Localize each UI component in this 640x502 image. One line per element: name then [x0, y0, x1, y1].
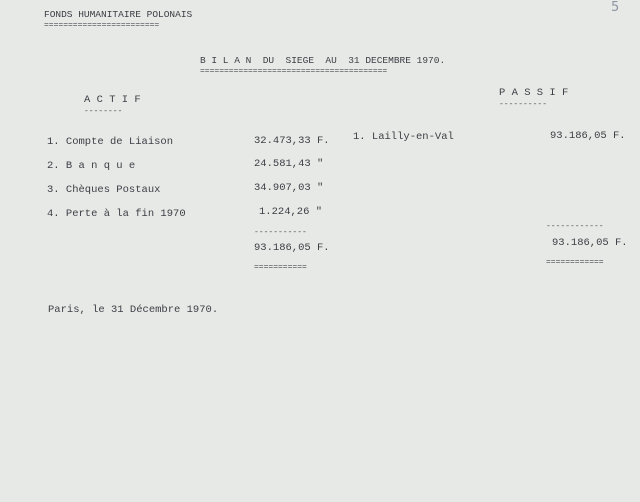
actif-heading-underline: -------- — [84, 108, 123, 116]
passif-item-amount: 93.186,05 F. — [550, 130, 626, 142]
organization-name: FONDS HUMANITAIRE POLONAIS — [44, 9, 193, 20]
page-number-mark: 5 — [611, 0, 620, 15]
place-and-date: Paris, le 31 Décembre 1970. — [48, 304, 219, 316]
actif-item-amount: 34.907,03 " — [254, 182, 324, 194]
actif-item-label: 4. Perte à la fin 1970 — [47, 208, 186, 220]
actif-item-amount: 1.224,26 " — [259, 206, 323, 218]
passif-item-label: 1. Lailly-en-Val — [353, 131, 454, 143]
actif-item-label: 2. B a n q u e — [47, 160, 136, 172]
passif-heading-underline: ---------- — [499, 101, 548, 109]
document-title: B I L A N DU SIEGE AU 31 DECEMBRE 1970. — [200, 55, 446, 66]
title-underline: ======================================= — [200, 68, 388, 76]
actif-item-label: 3. Chèques Postaux — [47, 184, 161, 196]
passif-total: 93.186,05 F. — [552, 237, 628, 249]
actif-item-label: 1. Compte de Liaison — [47, 136, 174, 148]
organization-underline: ======================== — [44, 22, 160, 30]
actif-sum-rule: ----------- — [254, 229, 307, 237]
passif-total-rule: ============ — [546, 259, 604, 267]
actif-item-amount: 32.473,33 F. — [254, 135, 330, 147]
actif-heading: A C T I F — [84, 94, 141, 106]
actif-total-rule: =========== — [254, 264, 307, 272]
passif-heading: P A S S I F — [499, 87, 569, 99]
passif-sum-rule: ------------ — [546, 223, 604, 231]
actif-total: 93.186,05 F. — [254, 242, 330, 254]
actif-item-amount: 24.581,43 " — [254, 158, 324, 170]
